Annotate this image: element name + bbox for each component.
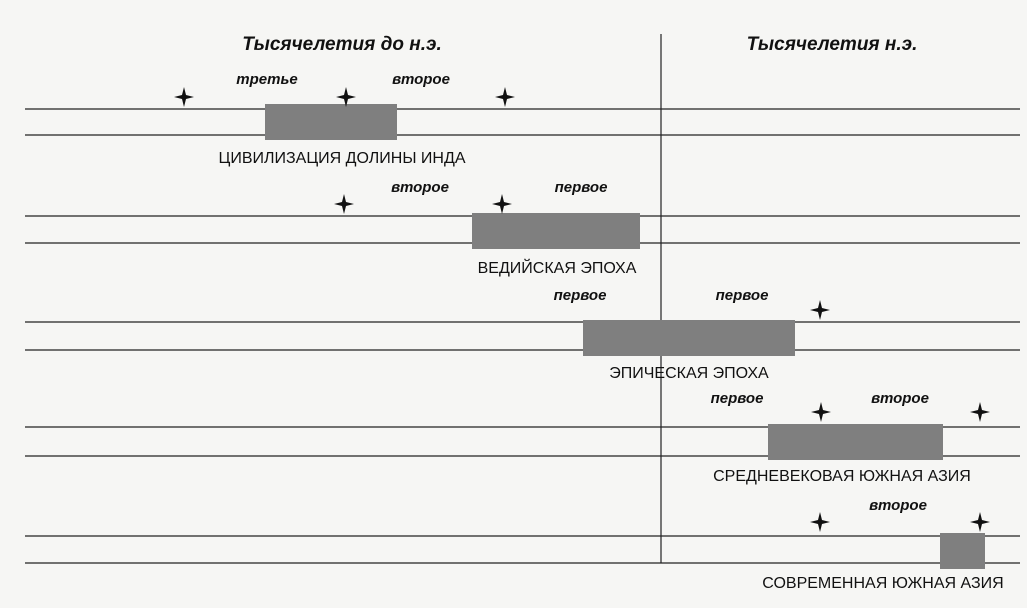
millennium-boundary-star-icon xyxy=(174,87,194,107)
period-bar xyxy=(472,213,640,249)
period-name: СОВРЕМЕННАЯ ЮЖНАЯ АЗИЯ xyxy=(762,575,1004,592)
period-bar xyxy=(768,424,943,460)
millennium-label: первое xyxy=(553,287,607,304)
millennium-boundary-star-icon xyxy=(810,300,830,320)
period-name: ВЕДИЙСКАЯ ЭПОХА xyxy=(477,260,637,277)
period-bar xyxy=(940,533,985,569)
period-row-medieval xyxy=(25,390,1020,485)
header-bce: Тысячелетия до н.э. xyxy=(242,34,442,55)
period-row-modern xyxy=(25,497,1020,592)
period-name: ЦИВИЛИЗАЦИЯ ДОЛИНЫ ИНДА xyxy=(218,150,466,167)
millennium-boundary-star-icon xyxy=(334,194,354,214)
period-row-indus xyxy=(25,71,1020,167)
period-bar xyxy=(583,320,795,356)
period-bar xyxy=(265,104,397,140)
period-row-vedic xyxy=(25,179,1020,277)
millennium-label: первое xyxy=(554,179,608,196)
header-ce: Тысячелетия н.э. xyxy=(746,34,918,55)
millennium-boundary-star-icon xyxy=(970,512,990,532)
millennium-label: второе xyxy=(869,497,927,514)
millennium-label: второе xyxy=(391,179,449,196)
millennium-boundary-star-icon xyxy=(495,87,515,107)
millennium-boundary-star-icon xyxy=(811,402,831,422)
millennium-label: третье xyxy=(236,71,298,88)
millennium-boundary-star-icon xyxy=(492,194,512,214)
millennium-label: второе xyxy=(392,71,450,88)
period-name: СРЕДНЕВЕКОВАЯ ЮЖНАЯ АЗИЯ xyxy=(713,468,971,485)
millennium-boundary-star-icon xyxy=(810,512,830,532)
millennium-label: второе xyxy=(871,390,929,407)
millennium-label: первое xyxy=(710,390,764,407)
period-row-epic xyxy=(25,287,1020,382)
millennium-boundary-star-icon xyxy=(970,402,990,422)
period-name: ЭПИЧЕСКАЯ ЭПОХА xyxy=(609,365,769,382)
millennium-label: первое xyxy=(715,287,769,304)
